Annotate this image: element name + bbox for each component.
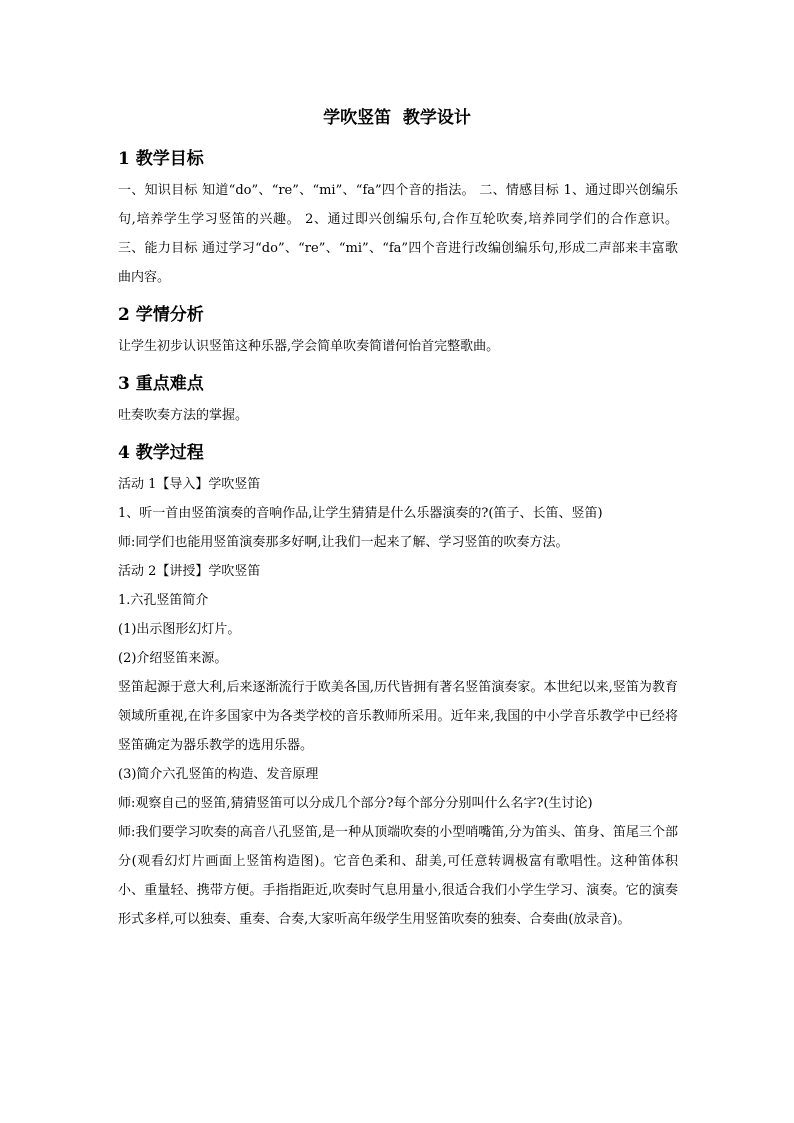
- paragraph-listen: 1、听一首由竖笛演奏的音响作品,让学生猜猜是什么乐器演奏的?(笛子、长笛、竖笛): [118, 506, 603, 521]
- document-title: 学吹竖笛 教学设计: [323, 108, 471, 128]
- paragraph-activity-2: 活动 2【讲授】学吹竖笛: [118, 564, 261, 579]
- section-heading-objectives: 1 教学目标: [118, 149, 204, 169]
- section-heading-key-points: 3 重点难点: [118, 374, 204, 394]
- paragraph-description: 师:我们要学习吹奏的高音八孔竖笛,是一种从顶端吹奏的小型哨嘴笛,分为笛头、笛身、笛尾三个部分(观看幻灯片画面上竖笛构造图)。它音色柔和、甜美,可任意转调极富有歌唱性。这种笛体积小、重量轻、携带方便。手指指距近,吹奏时气息用量小,很适合我们小学生学习、演奏。它的演奏形式多样,可以独奏、重奏、合奏,大家听高年级学生用竖笛吹奏的独奏、合奏曲(放录音)。: [118, 825, 678, 927]
- document-body: [118, 146, 678, 934]
- paragraph-origin: 竖笛起源于意大利,后来逐渐流行于欧美各国,历代皆拥有著名竖笛演奏家。本世纪以来,竖笛为教育领域所重视,在许多国家中为各类学校的音乐教师所采用。近年来,我国的中小学音乐教学中已经将竖笛确定为器乐教学的选用乐器。: [118, 680, 678, 753]
- paragraph-recorder-intro: 1.六孔竖笛简介: [118, 593, 209, 608]
- section-heading-learner-analysis: 2 学情分析: [118, 305, 204, 325]
- section-heading-teaching-process: 4 教学过程: [118, 443, 204, 463]
- paragraph-objectives: 一、知识目标 知道“do”、“re”、“mi”、“fa”四个音的指法。 二、情感目标 1、通过即兴创编乐句,培养学生学习竖笛的兴趣。 2、通过即兴创编乐句,合作互轮吹奏,培养同学们的合作意识。 三、能力目标 通过学习“do”、“re”、“mi”、“fa”四个音进行改编创编乐句,形成二声部来丰富歌曲内容。: [118, 183, 678, 285]
- paragraph-origin-title: (2)介绍竖笛来源。: [118, 651, 228, 666]
- paragraph-activity-1: 活动 1【导入】学吹竖笛: [118, 477, 261, 492]
- paragraph-learner-analysis: 让学生初步认识竖笛这种乐器,学会简单吹奏简谱何怡首完整歌曲。: [118, 339, 500, 354]
- paragraph-structure-title: (3)简介六孔竖笛的构造、发音原理: [118, 767, 319, 782]
- paragraph-observe: 师:观察自己的竖笛,猜猜竖笛可以分成几个部分?每个部分分别叫什么名字?(生讨论): [118, 796, 593, 811]
- paragraph-teacher-intro: 师:同学们也能用竖笛演奏那多好啊,让我们一起来了解、学习竖笛的吹奏方法。: [118, 535, 569, 550]
- paragraph-slides: (1)出示图形幻灯片。: [118, 622, 241, 637]
- paragraph-key-points: 吐奏吹奏方法的掌握。: [118, 408, 249, 423]
